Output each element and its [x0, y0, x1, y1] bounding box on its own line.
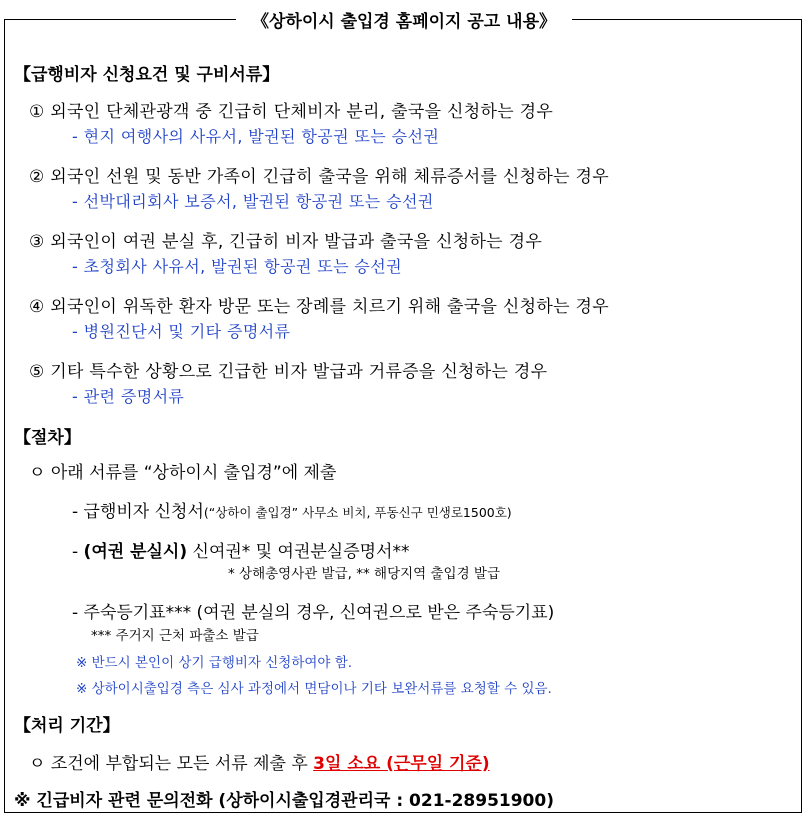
- page-title: [0, 7, 808, 32]
- item-1: ① 외국인 단체관광객 중 긴급히 단체비자 분리, 출국을 신청하는 경우: [29, 102, 554, 122]
- item-4-docs: - 병원진단서 및 기타 증명서류: [72, 322, 291, 341]
- item-5-docs: - 관련 증명서류: [72, 387, 185, 406]
- item-2: ② 외국인 선원 및 동반 가족이 긴급히 출국을 위해 체류증서를 신청하는 경우: [29, 167, 609, 187]
- notice-in-person: ※ 반드시 본인이 상기 급행비자 신청하여야 함.: [76, 655, 353, 671]
- passport-docs-text: 신여권* 및 여권분실증명서**: [187, 542, 410, 562]
- item-1-docs: - 현지 여행사의 사유서, 발권된 항공권 또는 승선권: [72, 127, 440, 146]
- notice-interview: ※ 상하이시출입경 측은 심사 과정에서 면담이나 기타 보완서류를 요청할 수 있음.: [76, 681, 552, 697]
- residence-registration-line: - 주숙등기표*** (여권 분실의 경우, 신여권으로 받은 주숙등기표): [72, 603, 555, 623]
- application-form-note: (“상하이 출입경” 사무소 비치, 푸동신구 민생로1500호): [203, 505, 512, 520]
- item-3-docs: - 초청회사 사유서, 발권된 항공권 또는 승선권: [72, 257, 402, 276]
- contact-line: ※ 긴급비자 관련 문의전화 (상하이시출입경관리국 : 021-28951900): [14, 791, 554, 811]
- period-heading: 【처리 기간】: [14, 716, 120, 736]
- period-lead: ㅇ 조건에 부합되는 모든 서류 제출 후: [29, 754, 314, 774]
- item-4: ④ 외국인이 위독한 환자 방문 또는 장례를 치르기 위해 출국을 신청하는 경우: [29, 297, 609, 317]
- item-2-docs: - 선박대리회사 보증서, 발권된 항공권 또는 승선권: [72, 192, 434, 211]
- requirements-heading: 【급행비자 신청요건 및 구비서류】: [14, 65, 280, 85]
- application-form-text: - 급행비자 신청서: [72, 502, 204, 522]
- passport-line: [72, 537, 409, 562]
- period-highlight: 3일 소요 (근무일 기준): [313, 754, 490, 774]
- period-line: [29, 749, 490, 774]
- item-3: ③ 외국인이 여권 분실 후, 긴급히 비자 발급과 출국을 신청하는 경우: [29, 232, 543, 252]
- page-title-text: 《상하이시 출입경 홈페이지 공고 내용》: [236, 12, 572, 32]
- procedure-heading: 【절차】: [14, 428, 81, 448]
- passport-note: * 상해총영사관 발급, ** 해당지역 출입경 발급: [228, 566, 500, 582]
- item-5: ⑤ 기타 특수한 상황으로 긴급한 비자 발급과 거류증을 신청하는 경우: [29, 362, 548, 382]
- procedure-lead: ㅇ 아래 서류를 “상하이시 출입경”에 제출: [29, 463, 337, 483]
- residence-note: *** 주거지 근처 파출소 발급: [91, 628, 259, 644]
- passport-prefix: -: [72, 542, 84, 562]
- passport-lost-label: (여권 분실시): [83, 542, 188, 562]
- application-form-line: [72, 497, 512, 522]
